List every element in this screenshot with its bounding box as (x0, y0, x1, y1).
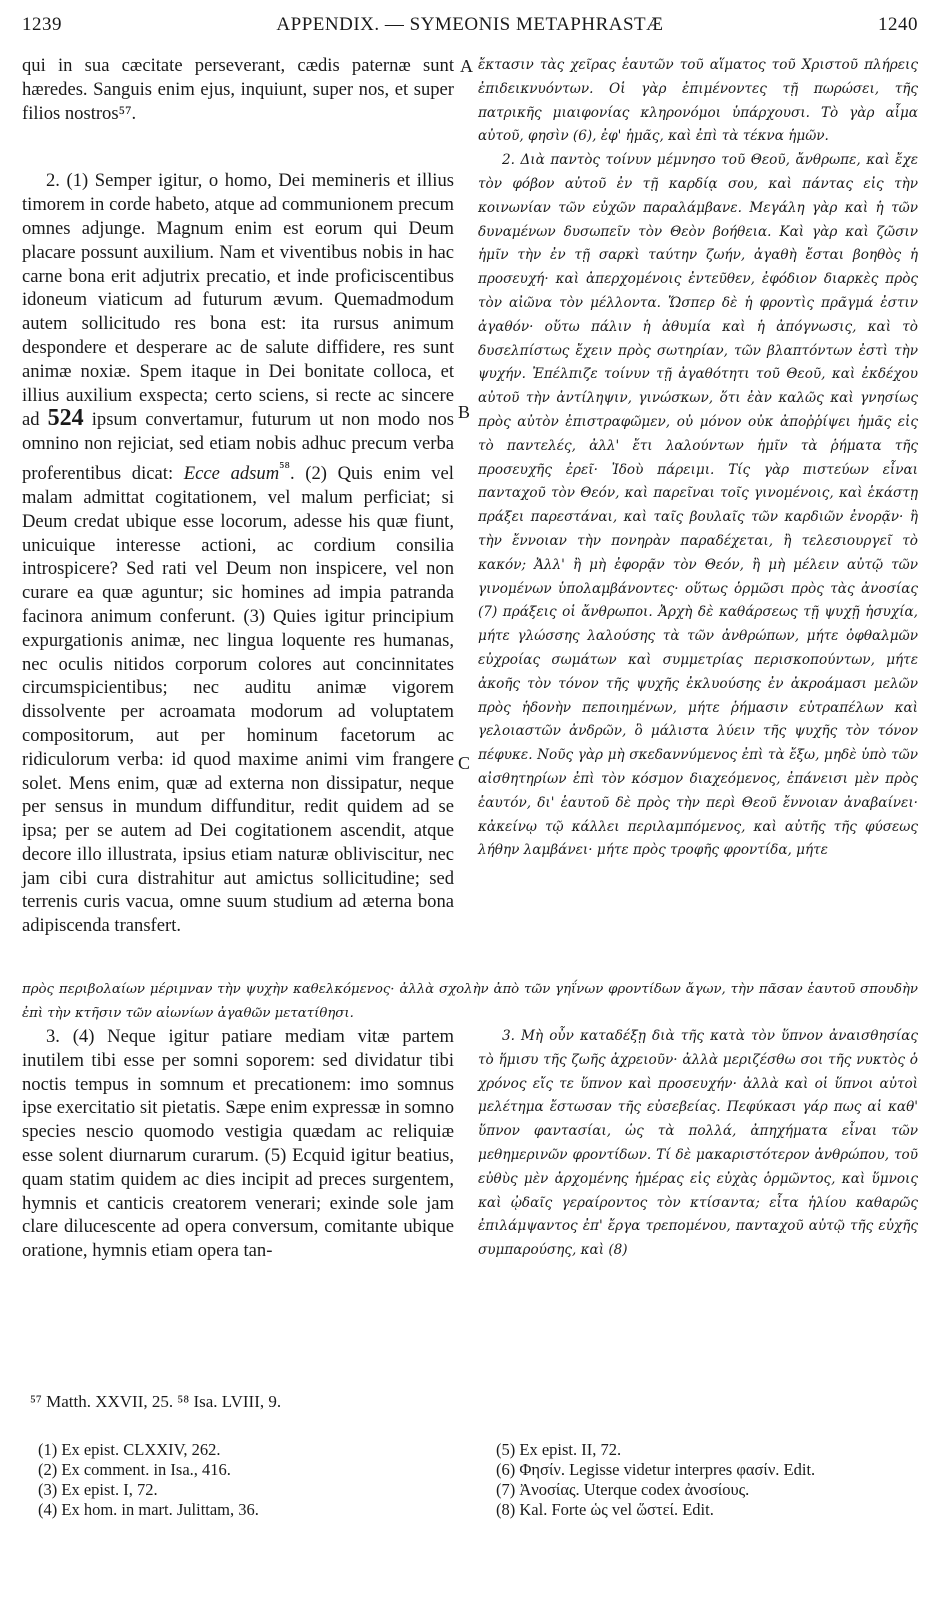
latin-column-upper (22, 54, 454, 938)
greek-column-upper (478, 54, 918, 863)
column-page-number: 524 (47, 405, 84, 432)
footnote-ref-58: ⁵⁸ (279, 458, 290, 476)
latin-p2-text-a: 2. (1) Semper igitur, o homo, Dei memineris et illius timorem in corde habeto, atque ad communionem precum omnes adjunge. Magnum enim est eorum qui Deum placare possunt auxilium. Nam et viventibus nobis in hac carne bona erit adjutrix precatio, et inde proficiscentibus idoneum viaticum ad futurum ævum. Quemadmodum autem sollicitudo res bona est: ita rursus animum despondere et desperare ac de salute diffidere, res sunt animæ noxiæ. Spem itaque in Dei bonitate colloca, et illius auxilium exspecta; certo sciens, si recte ac sincere ad (22, 170, 454, 431)
running-title: APPENDIX. — SYMEONIS METAPHRASTÆ (276, 14, 664, 35)
latin-paragraph-3 (22, 1025, 454, 1263)
latin-paragraph-2 (22, 169, 454, 938)
latin-paragraph-1 (22, 54, 454, 125)
notes-left (38, 1440, 259, 1520)
page-number-left: 1239 (22, 14, 62, 35)
greek-paragraph-2 (478, 149, 918, 863)
greek-spanning-continuation (22, 978, 918, 1025)
note-item: (6) Φησίν. Legisse videtur interpres φασίν. Edit. (496, 1460, 816, 1479)
latin-p2-quote: Ecce adsum (183, 463, 280, 485)
page-header (22, 14, 918, 42)
note-item: (1) Ex epist. CLXXIV, 262. (38, 1440, 221, 1459)
greek-paragraph-1 (478, 54, 918, 149)
latin-p2-text-b: ipsum convertamur, futurum ut non modo nos omnino non rejiciat, sed etiam nobis adhuc precum verba proferentibus dicat: (22, 409, 455, 485)
note-item: (5) Ex epist. II, 72. (496, 1440, 622, 1459)
page-number-right: 1240 (878, 14, 918, 35)
notes-right (496, 1440, 815, 1520)
greek-p1-text: ἔκτασιν τὰς χεῖρας ἑαυτῶν τοῦ αἵματος τοῦ Χριστοῦ πλήρεις ἐπιδεικνυόντων. Οἱ γὰρ ἐπιμένοντες τῇ πωρώσει, τῆς πατρικῆς μιαιφονίας κληρονόμοι ὑπάρχουσι. Τὸ γὰρ αἷμα αὐτοῦ, φησὶν (6), ἐφ' ἡμᾶς, καὶ ἐπὶ τὰ τέκνα ἡμῶν. (478, 57, 918, 145)
greek-spanning-text: πρὸς περιβολαίων μέριμναν τὴν ψυχὴν καθελκόμενος· ἀλλὰ σχολὴν ἀπὸ τῶν γηΐνων φροντίδων ἄγων, τὴν πᾶσαν ἑαυτοῦ σπουδὴν ἐπὶ τὴν κτῆσιν τῶν αἰωνίων ἀγαθῶν μετατίθησι. (22, 982, 918, 1021)
greek-paragraph-3 (478, 1025, 918, 1263)
note-item: (8) Kal. Forte ὡς vel ὥστεί. Edit. (496, 1500, 714, 1519)
scripture-footnotes: ⁵⁷ Matth. XXVII, 25. ⁵⁸ Isa. LVIII, 9. (30, 1392, 282, 1411)
section-marker-b: B (458, 402, 471, 422)
section-marker-c: C (458, 753, 471, 773)
note-item: (2) Ex comment. in Isa., 416. (38, 1460, 231, 1479)
greek-column-lower (478, 1025, 918, 1263)
latin-p3-text: 3. (4) Neque igitur patiare mediam vitæ partem inutilem tibi esse per somni soporem: sed dividatur tibi noctis tempus in somnum et precationem: imo somnus ipse exercitatio sit pietatis. Sæpe enim expressæ in somno species nescio quomodo vestigia quædam ac reliquiæ esse solent diurnarum curarum. (5) Ecquid igitur beatius, quam statim quidem ac dies incipit ad preces surgentem, hymnis et canticis creatorem venerari; exinde sole jam clare dilucescente ad opera conversum, comitante ubique oratione, hymnis etiam opera tan- (22, 1026, 454, 1262)
note-item: (7) Ἀνοσίας. Uterque codex ἀνοσίους. (496, 1480, 750, 1499)
greek-p2-text: 2. Διὰ παντὸς τοίνυν μέμνησο τοῦ Θεοῦ, ἄνθρωπε, καὶ ἔχε τὸν φόβον αὐτοῦ ἐν τῇ καρδίᾳ σου, καὶ πάντας εἰς τὴν κοινωνίαν τῶν εὐχῶν παραλάμβανε. Μεγάλη γὰρ καὶ ἡ τῶν δυναμένων δυσωπεῖν τὸν Θεὸν βοήθεια. Καὶ γὰρ καὶ ζῶσιν ἡμῖν τὴν ἐν τῇ σαρκὶ ταύτην ζωήν, ἀγαθὴ ἔσται βοηθὸς ἡ προσευχή· καὶ ἀπερχομένοις ἐντεῦθεν, ἐφόδιον διαρκὲς πρὸς τὸν αἰῶνα τὸν μέλλοντα. Ὥσπερ δὲ ἡ φροντὶς πρᾶγμά ἐστιν ἀγαθόν· οὕτω πάλιν ἡ ἀθυμία καὶ ἡ ἀπόγνωσις, καὶ τὸ δυσελπίστως ἔχειν πρὸς σωτηρίαν, τῶν βλαπτόντων ἐστὶ τὴν ψυχήν. Ἐπέλπιζε τοίνυν τῇ ἀγαθότητι τοῦ Θεοῦ, καὶ ἐκδέχου αὐτοῦ τὴν ἀντίληψιν, γινώσκων, ὅτι ἐὰν καλῶς καὶ γνησίως πρὸς αὐτὸν ἐπιστραφῶμεν, οὐ μόνον οὐκ ἀποῤῥίψει ἡμᾶς εἰς τὸ παντελές, ἀλλ' ἔτι λαλούντων ἡμῖν τὰ ῥήματα τῆς προσευχῆς ἐρεῖ· Ἰδοὺ πάρειμι. Τίς γὰρ πιστεύων εἶναι πανταχοῦ τὸν Θεόν, καὶ παρεῖναι τοῖς γινομένοις, καὶ ἑκάστῃ πράξει παρεστάναι, καὶ ταῖς βουλαῖς τῶν καρδιῶν ἐνορᾷν· ἢ τὴν ἔννοιαν τὴν πονηρὰν παραδέχεται, ἢ τελεσιουργεῖ τὸ κακόν; Ἀλλ' ἢ μὴ ἐφορᾷν τὸν Θεόν, ἢ μὴ μέλειν αὐτῷ τῶν γινομένων ὑπολαμβάνοντες· οὕτως ὁρμῶσι πρὸς τὰς ἀνοσίας (7) πράξεις οἱ ἄνθρωποι. Ἀρχὴ δὲ καθάρσεως τῇ ψυχῇ ἡσυχία, μήτε γλώσσης λαλούσης τὰ τῶν ἀνθρώπων, μήτε ὀφθαλμῶν εὐχροίας σωμάτων καὶ συμμετρίας περισκοπούντων, μήτε ἀκοῆς τὸν τόνον τῆς ψυχῆς ἐκλυούσης ἐν ἀκροάμασι μελῶν πρὸς ἡδονὴν πεποιημένων, μήτε ῥήμασιν εὐτραπέλων καὶ γελοιαστῶν ἀνδρῶν, ὃ μάλιστα λύειν τῆς ψυχῆς τὸν τόνον πέφυκε. Νοῦς γὰρ μὴ σκεδαννύμενος ἐπὶ τὰ ἔξω, μηδὲ ὑπὸ τῶν αἰσθητηρίων ἐπὶ τὸν κόσμον διαχεόμενος, ἐπάνεισι μὲν πρὸς ἑαυτόν, δι' ἑαυτοῦ δὲ πρὸς τὴν περὶ Θεοῦ ἔννοιαν ἀναβαίνει· κἀκείνῳ τῷ κάλλει περιλαμπόμενος, καὶ αὐτῆς τῆς φύσεως λήθην λαμβάνει· μήτε πρὸς τροφῆς φροντίδα, μήτε (478, 152, 918, 859)
latin-column-lower (22, 1025, 454, 1263)
latin-p1-text: qui in sua cæcitate perseverant, cædis paternæ sunt hæredes. Sanguis enim ejus, inquiunt, super nos, et super filios nostros⁵⁷. (22, 55, 454, 124)
greek-p3-text: 3. Μὴ οὖν καταδέξῃ διὰ τῆς κατὰ τὸν ὕπνον ἀναισθησίας τὸ ἥμισυ τῆς ζωῆς ἀχρειοῦν· ἀλλὰ μεριζέσθω σοι τῆς νυκτὸς ὁ χρόνος εἴς τε ὕπνον καὶ προσευχήν· ἀλλὰ καὶ οἱ ὕπνοι αὐτοὶ μελέτημα ἔστωσαν τῆς εὐσεβείας. Πεφύκασι γάρ πως αἱ καθ' ὕπνον φαντασίαι, ὡς τὰ πολλά, ἀπηχήματα εἶναι τῶν μεθημερινῶν φροντίδων. Τί δὲ μακαριστότερον ἀνθρώπου, τοῦ εὐθὺς μὲν ἀρχομένης ἡμέρας εἰς εὐχὰς ὁρμῶντος, καὶ ὕμνοις καὶ ᾠδαῖς γεραίροντος τὸν κτίσαντα; εἶτα ἡλίου καθαρῶς ἐπιλάμψαντος ἐπ' ἔργα τρεπομένου, πανταχοῦ αὐτῷ τῆς εὐχῆς συμπαρούσης, καὶ (8) (478, 1028, 918, 1259)
section-marker-a: A (460, 56, 473, 76)
note-item: (4) Ex hom. in mart. Julittam, 36. (38, 1500, 259, 1519)
note-item: (3) Ex epist. I, 72. (38, 1480, 158, 1499)
latin-p2-text-c: . (2) Quis enim vel malam admittat cogitationem, vel malum perficiat; si Deum credat ubique esse locorum, adesse his quæ fiunt, unicuique interesse actioni, ac cordium consilia introspicere? Sed rati vel Deum non inspicere, vel non curare ea quæ aguntur; sic homines ad impia patranda facinora animum conferunt. (3) Quies igitur principium expurgationis animæ, nec lingua loquente res humanas, nec oculis nitidos corporum colores aut concinnitates circumspicientibus; nec auditu animæ vigorem dissolvente per acroamata modorum ad voluptatem compositorum, aut per hominum facetorum ac ridiculorum verba: id quod maxime animi vim frangere solet. Mens enim, quæ ad externa non dissipatur, neque per sensus in mundum diffunditur, redit quidem ad se ipsa; per se autem ad Dei cogitationem ascendit, atque decore illo illustrata, ipsius etiam naturæ obliviscitur, nec jam cibi cura distrahitur aut amictus sollicitudine; sed terrenis curis vacua, omne suum studium ad æterna bona adipiscenda transfert. (22, 463, 454, 937)
